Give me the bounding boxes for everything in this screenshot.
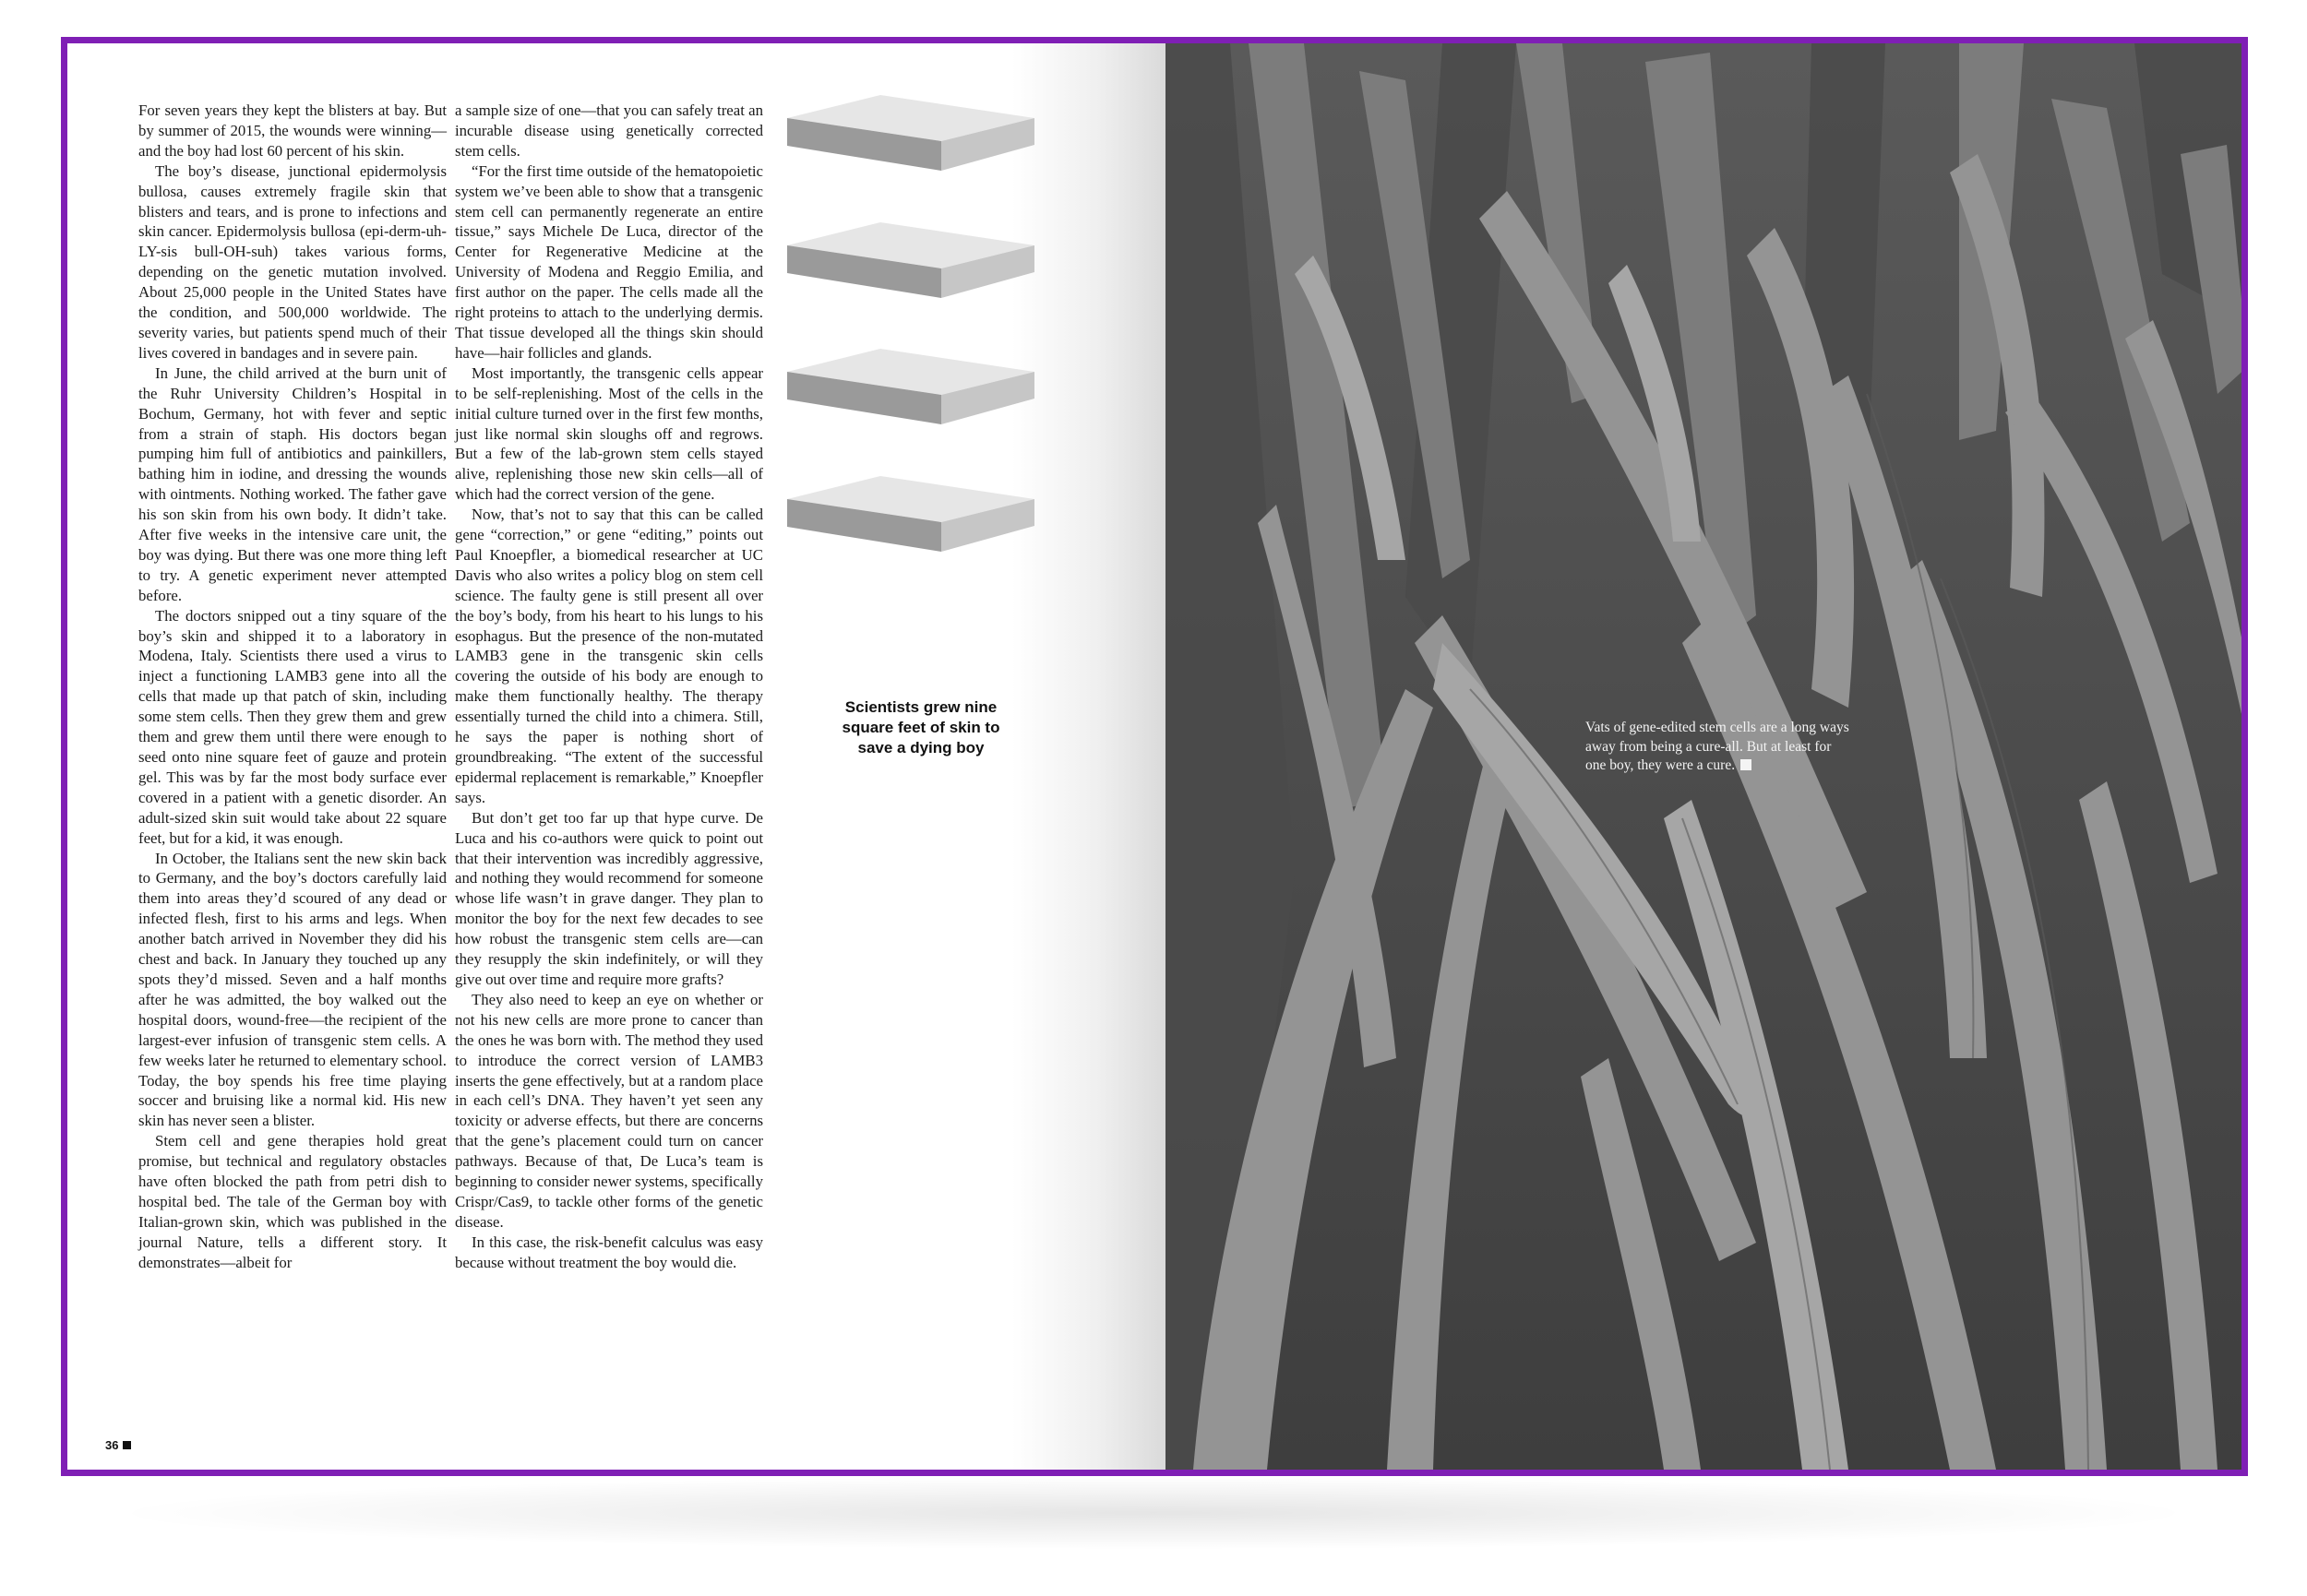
paragraph: For seven years they kept the blisters at bay. But by summer of 2015, the wounds were winning—and the boy had lost 60 percent of his skin.	[138, 101, 447, 160]
grass-photo	[1165, 43, 2248, 1470]
paragraph: Stem cell and gene therapies hold great promise, but technical and regulatory obstacles have often blocked the path from petri dish to hospital bed. The tale of the German boy with Italian-grown skin, which was published in the journal Nature, tells a different story. It demonstrates—albeit for	[138, 1132, 447, 1271]
paragraph: a sample size of one—that you can safely treat an incurable disease using genetically corrected stem cells.	[455, 101, 763, 160]
paragraph: “For the first time outside of the hematopoietic system we’ve been able to show that a transgenic stem cell can permanently regenerate an entire tissue,” says Michele De Luca, director of the Center for Regenerative Medicine at the University of Modena and Reggio Emilia, and first author on the paper. The cells made all the right proteins to attach to the underlying dermis. That tissue developed all the things skin should have—hair follicles and glands.	[455, 161, 763, 362]
skin-tile-illustration	[787, 215, 1036, 307]
magazine-spread	[61, 37, 2248, 1476]
photo-caption-text: Vats of gene-edited stem cells are a long ways away from being a cure-all. But at least for one boy, they were a cure.	[1585, 720, 1849, 773]
paragraph: In this case, the risk-benefit calculus was easy because without treatment the boy would die.	[455, 1233, 763, 1271]
skin-tile-illustration	[787, 469, 1036, 561]
folio-square-icon	[123, 1441, 131, 1449]
skin-tile-illustration	[787, 341, 1036, 434]
paragraph: Now, that’s not to say that this can be called gene “correction,” or gene “editing,” points out Paul Knoepfler, a biomedical researcher at UC Davis who also writes a policy blog on stem cell science. The faulty gene is still present all over the boy’s body, from his heart to his lungs to his esophagus. But the presence of the non-mutated LAMB3 gene in the transgenic skin cells covering the outside of his body are enough to make them functionally healthy. The therapy essentially turned the child into a chimera. Still, he says the paper is nothing short of groundbreaking. “The extent of the successful epidermal replacement is remarkable,” Knoepfler says.	[455, 506, 763, 806]
caption-end-square-icon	[1740, 759, 1751, 770]
skin-tile-illustration	[787, 88, 1036, 180]
paragraph: They also need to keep an eye on whether or not his new cells are more prone to cancer than the ones he was born with. The method they used to introduce the correct version of LAMB3 inserts the gene effectively, but at a random place in each cell’s DNA. They haven’t yet seen any toxicity or adverse effects, but there are concerns that the gene’s placement could turn on cancer pathways. Because of that, De Luca’s team is beginning to consider newer systems, specifically Crispr/Cas9, to tackle other forms of the genetic disease.	[455, 990, 763, 1231]
article-column-1	[138, 101, 447, 1273]
page-number	[105, 1438, 131, 1452]
paragraph: In October, the Italians sent the new skin back to Germany, and the boy’s doctors carefully laid them into areas they’d scoured of any dead or infected flesh, first to his arms and legs. When another batch arrived in November they did his chest and back. In January they touched up any spots they’d missed. Seven and a half months after he was admitted, the boy walked out the hospital doors, wound-free—the recipient of the largest-ever infusion of transgenic stem cells. A few weeks later he returned to elementary school. Today, the boy spends his free time playing soccer and bruising like a normal kid. His new skin has never seen a blister.	[138, 849, 447, 1130]
paragraph: The boy’s disease, junctional epidermolysis bullosa, causes extremely fragile skin that blisters and tears, and is prone to infections and skin cancer. Epidermolysis bullosa (epi-derm-uh-LY-sis bull-OH-suh) takes various forms, depending on the genetic mutation involved. About 25,000 people in the United States have the condition, and 500,000 worldwide. The severity varies, but patients spend much of their lives covered in bandages and in severe pain.	[138, 161, 447, 362]
page-number-text: 36	[105, 1438, 119, 1452]
pull-quote: Scientists grew nine square feet of skin to save a dying boy	[842, 698, 1000, 756]
paragraph: Most importantly, the transgenic cells appear to be self-replenishing. Most of the cells in the initial culture turned over in the first few months, just like normal skin sloughs off and regrows. But a few of the lab-grown stem cells stayed alive, replenishing those new skin cells—all of which had the correct version of the gene.	[455, 363, 763, 504]
floor-shadow	[102, 1476, 2205, 1550]
paragraph: But don’t get too far up that hype curve. De Luca and his co-authors were quick to point out that their intervention was incredibly aggressive, and nothing they would recommend for someone whose life wasn’t in grave danger. They plan to monitor the boy for the next few decades to see how robust the transgenic stem cells are—can they resupply the skin indefinitely, or will they give out over time and require more grafts?	[455, 808, 763, 988]
paragraph: The doctors snipped out a tiny square of the boy’s skin and shipped it to a laboratory in Modena, Italy. Scientists there used a virus to inject a functioning LAMB3 gene into all the cells that made up that patch of skin, including some stem cells. Then they grew them and grew them and grew them until there were enough to seed onto nine square feet of gauze and protein gel. This was by far the most body surface ever covered in a patient with a genetic disorder. An adult-sized skin suit would take about 22 square feet, but for a kid, it was enough.	[138, 606, 447, 847]
article-column-2	[455, 101, 763, 1273]
left-page	[67, 43, 1165, 1470]
paragraph: In June, the child arrived at the burn unit of the Ruhr University Children’s Hospital in Bochum, Germany, hot with fever and septic from a strain of staph. His doctors began pumping him full of antibiotics and painkillers, bathing him in iodine, and dressing the wounds with ointments. Nothing worked. The father gave his son skin from his own body. It didn’t take. After five weeks in the intensive care unit, the boy was dying. But there was one more thing left to try. A genetic experiment never attempted before.	[138, 363, 447, 604]
photo-caption	[1585, 719, 1853, 776]
